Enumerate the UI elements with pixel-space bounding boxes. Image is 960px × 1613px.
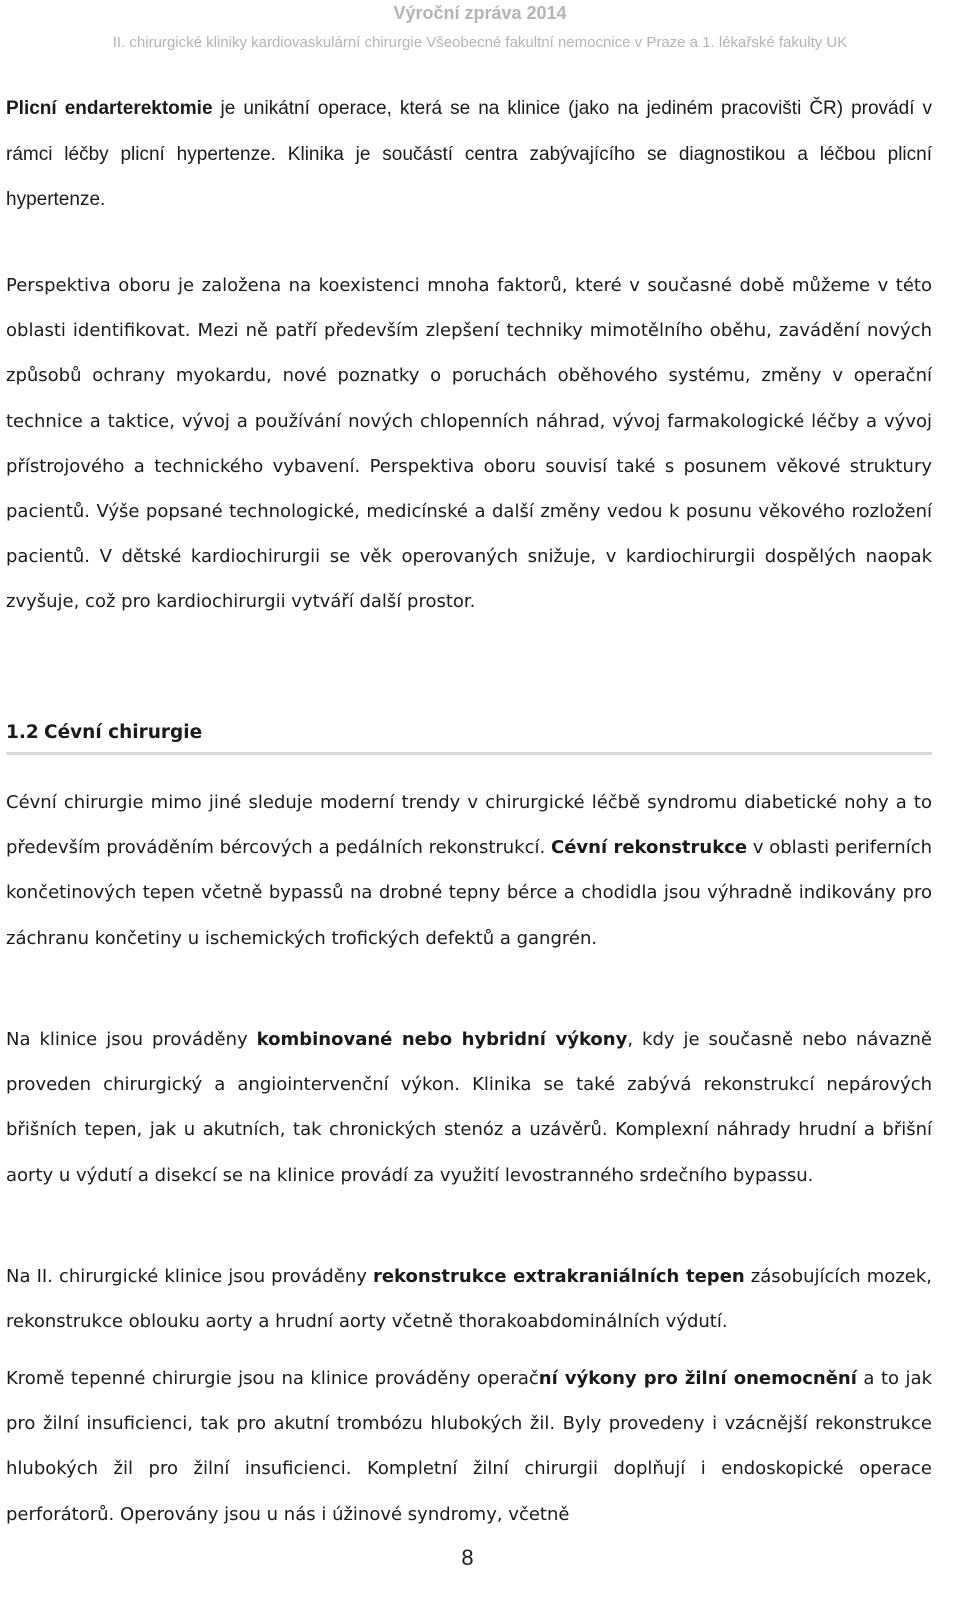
- section-heading: [6, 714, 932, 755]
- paragraph-text: zásobujících mozek, rekonstrukce oblouku aorty a hrudní aorty včetně thorakoabdominálních výdutí.: [6, 1266, 932, 1333]
- paragraph-perspective: [6, 263, 932, 625]
- paragraph-extracranial: [6, 1254, 932, 1344]
- paragraph-text: Na klinice jsou prováděny: [6, 1029, 257, 1050]
- paragraph-text: Perspektiva oboru je založena na koexistenci mnoha faktorů, které v současné době můžeme v této oblasti identifikovat. Mezi ně patří především zlepšení techniky mimotělního oběhu, zavádění nových způsobů ochrany myokardu, nové poznatky o poruchách oběhového systému, změny v operační technice a taktice, vývoj a používání nových chlopenních náhrad, vývoj farmakologické léčby a vývoj přístrojového a technického vybavení. Perspektiva oboru souvisí také s posunem věkové struktury pacientů. Výše popsané technologické, medicínské a další změny vedou k posunu věkového rozložení pacientů. V dětské kardiochirurgii se věk operovaných snižuje, v kardiochirurgii dospělých naopak zvyšuje, což pro kardiochirurgii vytváří další prostor.: [6, 275, 932, 613]
- paragraph-text: je unikátní operace, která se na klinice (jako na jediném pracovišti ČR) provádí v rámci léčby plicní hypertenze. Klinika je součástí centra zabývajícího se diagnostikou a léčbou plicní hypertenze.: [6, 98, 932, 210]
- bold-term: Plicní endarterektomie: [6, 98, 213, 119]
- bold-term: Cévní rekonstrukce: [551, 837, 748, 859]
- report-subtitle: II. chirurgické kliniky kardiovaskulární chirurgie Všeobecné fakultní nemocnice v Praze a 1. lékařské fakulty UK: [112, 34, 848, 51]
- bold-term: rekonstrukce extrakraniálních tepen: [372, 1266, 745, 1287]
- bold-term: kombinované nebo hybridní výkony: [256, 1029, 628, 1050]
- section-number: 1.2: [6, 722, 39, 743]
- paragraph-text: v oblasti periferních končetinových tepen včetně bypassů na drobné tepny bérce a chodidla jsou výhradně indikovány pro záchranu končetiny u ischemických trofických defektů a gangrén.: [6, 837, 933, 949]
- paragraph-vascular-surgery: [6, 780, 932, 961]
- paragraph-text: a to jak pro žilní insuficienci, tak pro akutní trombózu hlubokých žil. Byly provedeny i vzácnější rekonstrukce hlubokých žil pro žilní insuficienci. Kompletní žilní chirurgii doplňují i endoskopické operace perforátorů. Operovány jsou u nás i úžinové syndromy, včetně: [6, 1368, 932, 1525]
- paragraph-text: , kdy je současně nebo návazně proveden chirurgický a angiointervenční výkon. Klinika se také zabývá rekonstrukcí nepárových břišních tepen, jak u akutních, tak chronických stenóz a uzávěrů. Komplexní náhrady hrudní a břišní aorty u výdutí a disekcí se na klinice provádí za využití levostranného srdečního bypassu.: [6, 1029, 932, 1186]
- paragraph-text: Cévní chirurgie mimo jiné sleduje moderní trendy v chirurgické léčbě syndromu diabetické nohy a to především prováděním bércových a pedálních rekonstrukcí.: [6, 792, 932, 859]
- bold-term: ní výkony pro žilní onemocnění: [538, 1368, 857, 1389]
- paragraph-text: Na II. chirurgické klinice jsou prováděny: [6, 1266, 373, 1287]
- paragraph-endarterectomy: [6, 86, 932, 223]
- report-title: Výroční zpráva 2014: [393, 3, 567, 23]
- section-title: Cévní chirurgie: [44, 722, 203, 743]
- paragraph-venous: [6, 1356, 932, 1537]
- page-number: 8: [461, 1545, 474, 1570]
- paragraph-hybrid-procedures: [6, 1017, 932, 1198]
- paragraph-text: Kromě tepenné chirurgie jsou na klinice prováděny operač: [6, 1368, 539, 1389]
